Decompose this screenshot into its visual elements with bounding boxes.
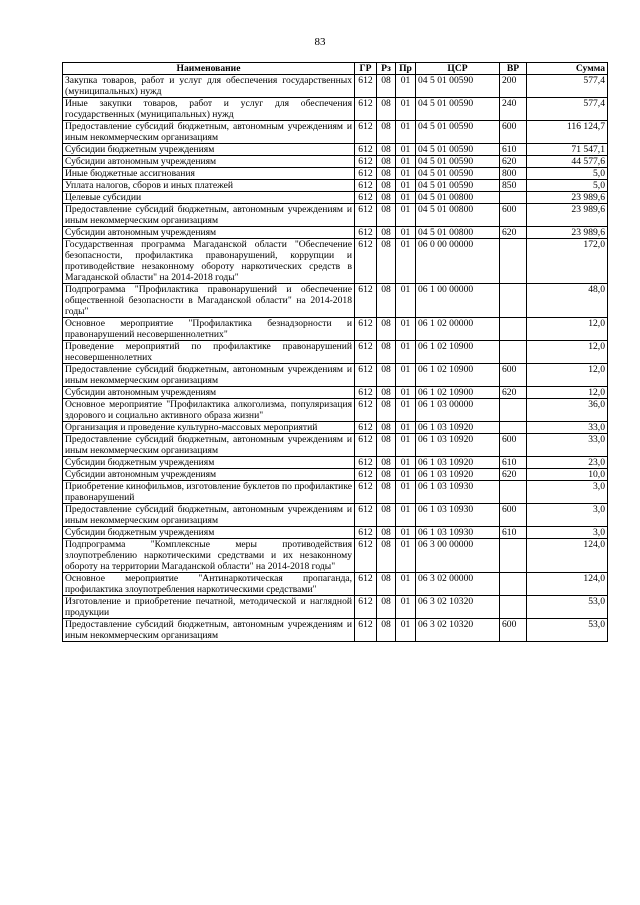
cell-csr: 06 1 03 10920 bbox=[416, 469, 500, 481]
cell-gr: 612 bbox=[355, 156, 377, 168]
cell-pr: 01 bbox=[396, 481, 416, 504]
cell-name: Основное мероприятие "Профилактика алкоголизма, популяризация здорового и социально активного образа жизни" bbox=[63, 399, 355, 422]
cell-name: Закупка товаров, работ и услуг для обеспечения государственных (муниципальных) нужд bbox=[63, 75, 355, 98]
cell-sum: 23,0 bbox=[527, 457, 608, 469]
cell-gr: 612 bbox=[355, 227, 377, 239]
cell-pr: 01 bbox=[396, 204, 416, 227]
cell-sum: 3,0 bbox=[527, 481, 608, 504]
cell-vr: 600 bbox=[500, 619, 527, 642]
cell-vr bbox=[500, 596, 527, 619]
header-sum: Сумма bbox=[527, 63, 608, 75]
table-row bbox=[63, 387, 608, 399]
cell-rz: 08 bbox=[377, 180, 396, 192]
cell-rz: 08 bbox=[377, 341, 396, 364]
cell-vr: 850 bbox=[500, 180, 527, 192]
cell-vr: 610 bbox=[500, 457, 527, 469]
cell-sum: 124,0 bbox=[527, 573, 608, 596]
cell-rz: 08 bbox=[377, 619, 396, 642]
cell-vr: 600 bbox=[500, 204, 527, 227]
cell-gr: 612 bbox=[355, 192, 377, 204]
cell-vr: 620 bbox=[500, 156, 527, 168]
cell-name: Субсидии автономным учреждениям bbox=[63, 227, 355, 239]
cell-csr: 06 1 03 10920 bbox=[416, 457, 500, 469]
cell-rz: 08 bbox=[377, 192, 396, 204]
cell-name: Предоставление субсидий бюджетным, автономным учреждениям и иным некоммерческим организациям bbox=[63, 364, 355, 387]
cell-sum: 12,0 bbox=[527, 341, 608, 364]
page-number: 83 bbox=[314, 36, 326, 48]
cell-pr: 01 bbox=[396, 284, 416, 318]
cell-pr: 01 bbox=[396, 318, 416, 341]
cell-pr: 01 bbox=[396, 399, 416, 422]
cell-pr: 01 bbox=[396, 469, 416, 481]
cell-csr: 06 1 03 10930 bbox=[416, 481, 500, 504]
table-row bbox=[63, 227, 608, 239]
cell-pr: 01 bbox=[396, 504, 416, 527]
table-row bbox=[63, 144, 608, 156]
cell-csr: 04 5 01 00590 bbox=[416, 144, 500, 156]
cell-sum: 5,0 bbox=[527, 180, 608, 192]
cell-gr: 612 bbox=[355, 98, 377, 121]
cell-name: Предоставление субсидий бюджетным, автономным учреждениям и иным некоммерческим организациям bbox=[63, 504, 355, 527]
cell-name: Субсидии автономным учреждениям bbox=[63, 469, 355, 481]
cell-rz: 08 bbox=[377, 596, 396, 619]
cell-pr: 01 bbox=[396, 156, 416, 168]
cell-name: Субсидии автономным учреждениям bbox=[63, 387, 355, 399]
cell-name: Целевые субсидии bbox=[63, 192, 355, 204]
cell-csr: 04 5 01 00800 bbox=[416, 227, 500, 239]
cell-sum: 172,0 bbox=[527, 239, 608, 284]
cell-csr: 06 1 00 00000 bbox=[416, 284, 500, 318]
cell-gr: 612 bbox=[355, 457, 377, 469]
cell-csr: 06 3 02 10320 bbox=[416, 619, 500, 642]
cell-gr: 612 bbox=[355, 619, 377, 642]
header-pr: Пр bbox=[396, 63, 416, 75]
cell-csr: 06 3 02 00000 bbox=[416, 573, 500, 596]
table-row bbox=[63, 318, 608, 341]
cell-name: Изготовление и приобретение печатной, методической и наглядной продукции bbox=[63, 596, 355, 619]
cell-csr: 06 1 03 10920 bbox=[416, 422, 500, 434]
cell-vr: 240 bbox=[500, 98, 527, 121]
table-row bbox=[63, 619, 608, 642]
table-row bbox=[63, 422, 608, 434]
cell-rz: 08 bbox=[377, 457, 396, 469]
cell-gr: 612 bbox=[355, 180, 377, 192]
cell-sum: 48,0 bbox=[527, 284, 608, 318]
cell-pr: 01 bbox=[396, 239, 416, 284]
cell-gr: 612 bbox=[355, 527, 377, 539]
cell-pr: 01 bbox=[396, 75, 416, 98]
header-gr: ГР bbox=[355, 63, 377, 75]
cell-pr: 01 bbox=[396, 168, 416, 180]
cell-rz: 08 bbox=[377, 504, 396, 527]
cell-gr: 612 bbox=[355, 284, 377, 318]
cell-rz: 08 bbox=[377, 573, 396, 596]
cell-rz: 08 bbox=[377, 434, 396, 457]
cell-gr: 612 bbox=[355, 387, 377, 399]
cell-csr: 06 1 02 00000 bbox=[416, 318, 500, 341]
table-row bbox=[63, 399, 608, 422]
cell-gr: 612 bbox=[355, 318, 377, 341]
table-row bbox=[63, 180, 608, 192]
cell-pr: 01 bbox=[396, 341, 416, 364]
cell-gr: 612 bbox=[355, 596, 377, 619]
cell-sum: 577,4 bbox=[527, 98, 608, 121]
cell-csr: 06 1 03 10920 bbox=[416, 434, 500, 457]
cell-pr: 01 bbox=[396, 180, 416, 192]
cell-pr: 01 bbox=[396, 457, 416, 469]
cell-pr: 01 bbox=[396, 121, 416, 144]
cell-sum: 12,0 bbox=[527, 387, 608, 399]
table-row bbox=[63, 121, 608, 144]
cell-name: Субсидии бюджетным учреждениям bbox=[63, 457, 355, 469]
cell-gr: 612 bbox=[355, 573, 377, 596]
cell-pr: 01 bbox=[396, 422, 416, 434]
cell-name: Государственная программа Магаданской области "Обеспечение безопасности, профилактика правонарушений, коррупции и противодействие незаконному обороту наркотических средств в Магаданской области" на 2014-2018 годы" bbox=[63, 239, 355, 284]
cell-sum: 116 124,7 bbox=[527, 121, 608, 144]
cell-pr: 01 bbox=[396, 192, 416, 204]
cell-gr: 612 bbox=[355, 144, 377, 156]
cell-rz: 08 bbox=[377, 481, 396, 504]
cell-vr bbox=[500, 539, 527, 573]
table-body bbox=[63, 75, 608, 642]
cell-rz: 08 bbox=[377, 422, 396, 434]
cell-gr: 612 bbox=[355, 75, 377, 98]
cell-rz: 08 bbox=[377, 75, 396, 98]
cell-name: Подпрограмма "Комплексные меры противодействия злоупотреблению наркотическими средствами и их незаконному обороту на территории Магаданской области" на 2014-2018 годы" bbox=[63, 539, 355, 573]
cell-rz: 08 bbox=[377, 527, 396, 539]
cell-vr: 600 bbox=[500, 364, 527, 387]
cell-csr: 06 3 02 10320 bbox=[416, 596, 500, 619]
cell-gr: 612 bbox=[355, 168, 377, 180]
cell-rz: 08 bbox=[377, 156, 396, 168]
table-header-row bbox=[63, 63, 608, 75]
cell-vr: 610 bbox=[500, 144, 527, 156]
cell-vr bbox=[500, 239, 527, 284]
table-row bbox=[63, 156, 608, 168]
cell-name: Субсидии автономным учреждениям bbox=[63, 156, 355, 168]
cell-sum: 23 989,6 bbox=[527, 204, 608, 227]
cell-csr: 04 5 01 00590 bbox=[416, 98, 500, 121]
table-row bbox=[63, 573, 608, 596]
cell-name: Уплата налогов, сборов и иных платежей bbox=[63, 180, 355, 192]
cell-gr: 612 bbox=[355, 204, 377, 227]
cell-sum: 53,0 bbox=[527, 596, 608, 619]
cell-vr bbox=[500, 192, 527, 204]
cell-sum: 124,0 bbox=[527, 539, 608, 573]
cell-csr: 04 5 01 00800 bbox=[416, 204, 500, 227]
cell-rz: 08 bbox=[377, 239, 396, 284]
cell-gr: 612 bbox=[355, 364, 377, 387]
table-row bbox=[63, 539, 608, 573]
cell-csr: 04 5 01 00590 bbox=[416, 180, 500, 192]
cell-gr: 612 bbox=[355, 481, 377, 504]
cell-sum: 12,0 bbox=[527, 364, 608, 387]
cell-gr: 612 bbox=[355, 399, 377, 422]
cell-rz: 08 bbox=[377, 98, 396, 121]
cell-gr: 612 bbox=[355, 239, 377, 284]
table-row bbox=[63, 98, 608, 121]
cell-name: Предоставление субсидий бюджетным, автономным учреждениям и иным некоммерческим организациям bbox=[63, 434, 355, 457]
cell-csr: 04 5 01 00590 bbox=[416, 75, 500, 98]
cell-csr: 04 5 01 00590 bbox=[416, 168, 500, 180]
cell-vr bbox=[500, 422, 527, 434]
table-row bbox=[63, 364, 608, 387]
cell-name: Предоставление субсидий бюджетным, автономным учреждениям и иным некоммерческим организациям bbox=[63, 204, 355, 227]
cell-gr: 612 bbox=[355, 422, 377, 434]
header-rz: Рз bbox=[377, 63, 396, 75]
table-row bbox=[63, 204, 608, 227]
cell-sum: 10,0 bbox=[527, 469, 608, 481]
cell-csr: 06 0 00 00000 bbox=[416, 239, 500, 284]
cell-gr: 612 bbox=[355, 469, 377, 481]
cell-csr: 06 1 02 10900 bbox=[416, 364, 500, 387]
cell-name: Организация и проведение культурно-массовых мероприятий bbox=[63, 422, 355, 434]
table-row bbox=[63, 341, 608, 364]
cell-vr bbox=[500, 284, 527, 318]
header-vr: ВР bbox=[500, 63, 527, 75]
cell-rz: 08 bbox=[377, 144, 396, 156]
cell-rz: 08 bbox=[377, 364, 396, 387]
cell-rz: 08 bbox=[377, 284, 396, 318]
cell-name: Предоставление субсидий бюджетным, автономным учреждениям и иным некоммерческим организациям bbox=[63, 121, 355, 144]
cell-name: Субсидии бюджетным учреждениям bbox=[63, 144, 355, 156]
header-csr: ЦСР bbox=[416, 63, 500, 75]
cell-sum: 33,0 bbox=[527, 434, 608, 457]
cell-pr: 01 bbox=[396, 573, 416, 596]
table-row bbox=[63, 527, 608, 539]
cell-pr: 01 bbox=[396, 596, 416, 619]
cell-pr: 01 bbox=[396, 619, 416, 642]
cell-csr: 06 1 02 10900 bbox=[416, 341, 500, 364]
cell-rz: 08 bbox=[377, 399, 396, 422]
cell-vr: 600 bbox=[500, 121, 527, 144]
cell-csr: 06 1 02 10900 bbox=[416, 387, 500, 399]
cell-csr: 04 5 01 00590 bbox=[416, 156, 500, 168]
cell-csr: 04 5 01 00800 bbox=[416, 192, 500, 204]
cell-vr: 600 bbox=[500, 504, 527, 527]
cell-name: Проведение мероприятий по профилактике правонарушений несовершеннолетних bbox=[63, 341, 355, 364]
cell-vr: 610 bbox=[500, 527, 527, 539]
cell-sum: 577,4 bbox=[527, 75, 608, 98]
cell-sum: 23 989,6 bbox=[527, 227, 608, 239]
cell-pr: 01 bbox=[396, 144, 416, 156]
cell-vr bbox=[500, 573, 527, 596]
cell-rz: 08 bbox=[377, 204, 396, 227]
cell-vr bbox=[500, 341, 527, 364]
cell-rz: 08 bbox=[377, 121, 396, 144]
cell-name: Основное мероприятие "Антинаркотическая пропаганда, профилактика злоупотребления наркотическими средствами" bbox=[63, 573, 355, 596]
table-row bbox=[63, 75, 608, 98]
cell-name: Предоставление субсидий бюджетным, автономным учреждениям и иным некоммерческим организациям bbox=[63, 619, 355, 642]
cell-pr: 01 bbox=[396, 364, 416, 387]
cell-csr: 04 5 01 00590 bbox=[416, 121, 500, 144]
cell-vr bbox=[500, 318, 527, 341]
cell-vr bbox=[500, 481, 527, 504]
cell-gr: 612 bbox=[355, 121, 377, 144]
cell-pr: 01 bbox=[396, 434, 416, 457]
cell-csr: 06 3 00 00000 bbox=[416, 539, 500, 573]
cell-gr: 612 bbox=[355, 341, 377, 364]
cell-pr: 01 bbox=[396, 387, 416, 399]
cell-rz: 08 bbox=[377, 227, 396, 239]
table-row bbox=[63, 481, 608, 504]
table-row bbox=[63, 239, 608, 284]
cell-name: Иные бюджетные ассигнования bbox=[63, 168, 355, 180]
table-row bbox=[63, 192, 608, 204]
table-row bbox=[63, 469, 608, 481]
cell-pr: 01 bbox=[396, 527, 416, 539]
cell-rz: 08 bbox=[377, 387, 396, 399]
cell-pr: 01 bbox=[396, 98, 416, 121]
cell-pr: 01 bbox=[396, 539, 416, 573]
cell-pr: 01 bbox=[396, 227, 416, 239]
cell-vr: 620 bbox=[500, 227, 527, 239]
cell-rz: 08 bbox=[377, 168, 396, 180]
cell-vr: 620 bbox=[500, 469, 527, 481]
cell-gr: 612 bbox=[355, 504, 377, 527]
cell-vr: 200 bbox=[500, 75, 527, 98]
table-row bbox=[63, 168, 608, 180]
cell-vr: 600 bbox=[500, 434, 527, 457]
header-name: Наименование bbox=[63, 63, 355, 75]
table-row bbox=[63, 596, 608, 619]
table-row bbox=[63, 504, 608, 527]
cell-name: Подпрограмма "Профилактика правонарушений и обеспечение общественной безопасности в Магаданской области" на 2014-2018 годы" bbox=[63, 284, 355, 318]
table-row bbox=[63, 457, 608, 469]
cell-sum: 23 989,6 bbox=[527, 192, 608, 204]
table-row bbox=[63, 434, 608, 457]
table-row bbox=[63, 284, 608, 318]
cell-sum: 36,0 bbox=[527, 399, 608, 422]
cell-vr: 800 bbox=[500, 168, 527, 180]
cell-csr: 06 1 03 10930 bbox=[416, 504, 500, 527]
cell-sum: 12,0 bbox=[527, 318, 608, 341]
cell-csr: 06 1 03 00000 bbox=[416, 399, 500, 422]
cell-vr: 620 bbox=[500, 387, 527, 399]
cell-gr: 612 bbox=[355, 434, 377, 457]
cell-name: Основное мероприятие "Профилактика безнадзорности и правонарушений несовершеннолетних" bbox=[63, 318, 355, 341]
cell-rz: 08 bbox=[377, 539, 396, 573]
cell-name: Субсидии бюджетным учреждениям bbox=[63, 527, 355, 539]
cell-rz: 08 bbox=[377, 318, 396, 341]
cell-rz: 08 bbox=[377, 469, 396, 481]
cell-sum: 53,0 bbox=[527, 619, 608, 642]
cell-gr: 612 bbox=[355, 539, 377, 573]
cell-sum: 5,0 bbox=[527, 168, 608, 180]
cell-sum: 3,0 bbox=[527, 504, 608, 527]
cell-sum: 3,0 bbox=[527, 527, 608, 539]
cell-name: Иные закупки товаров, работ и услуг для обеспечения государственных (муниципальных) нужд bbox=[63, 98, 355, 121]
cell-vr bbox=[500, 399, 527, 422]
budget-table bbox=[62, 62, 608, 642]
cell-sum: 44 577,6 bbox=[527, 156, 608, 168]
cell-sum: 71 547,1 bbox=[527, 144, 608, 156]
cell-name: Приобретение кинофильмов, изготовление буклетов по профилактике правонарушений bbox=[63, 481, 355, 504]
cell-csr: 06 1 03 10930 bbox=[416, 527, 500, 539]
cell-sum: 33,0 bbox=[527, 422, 608, 434]
